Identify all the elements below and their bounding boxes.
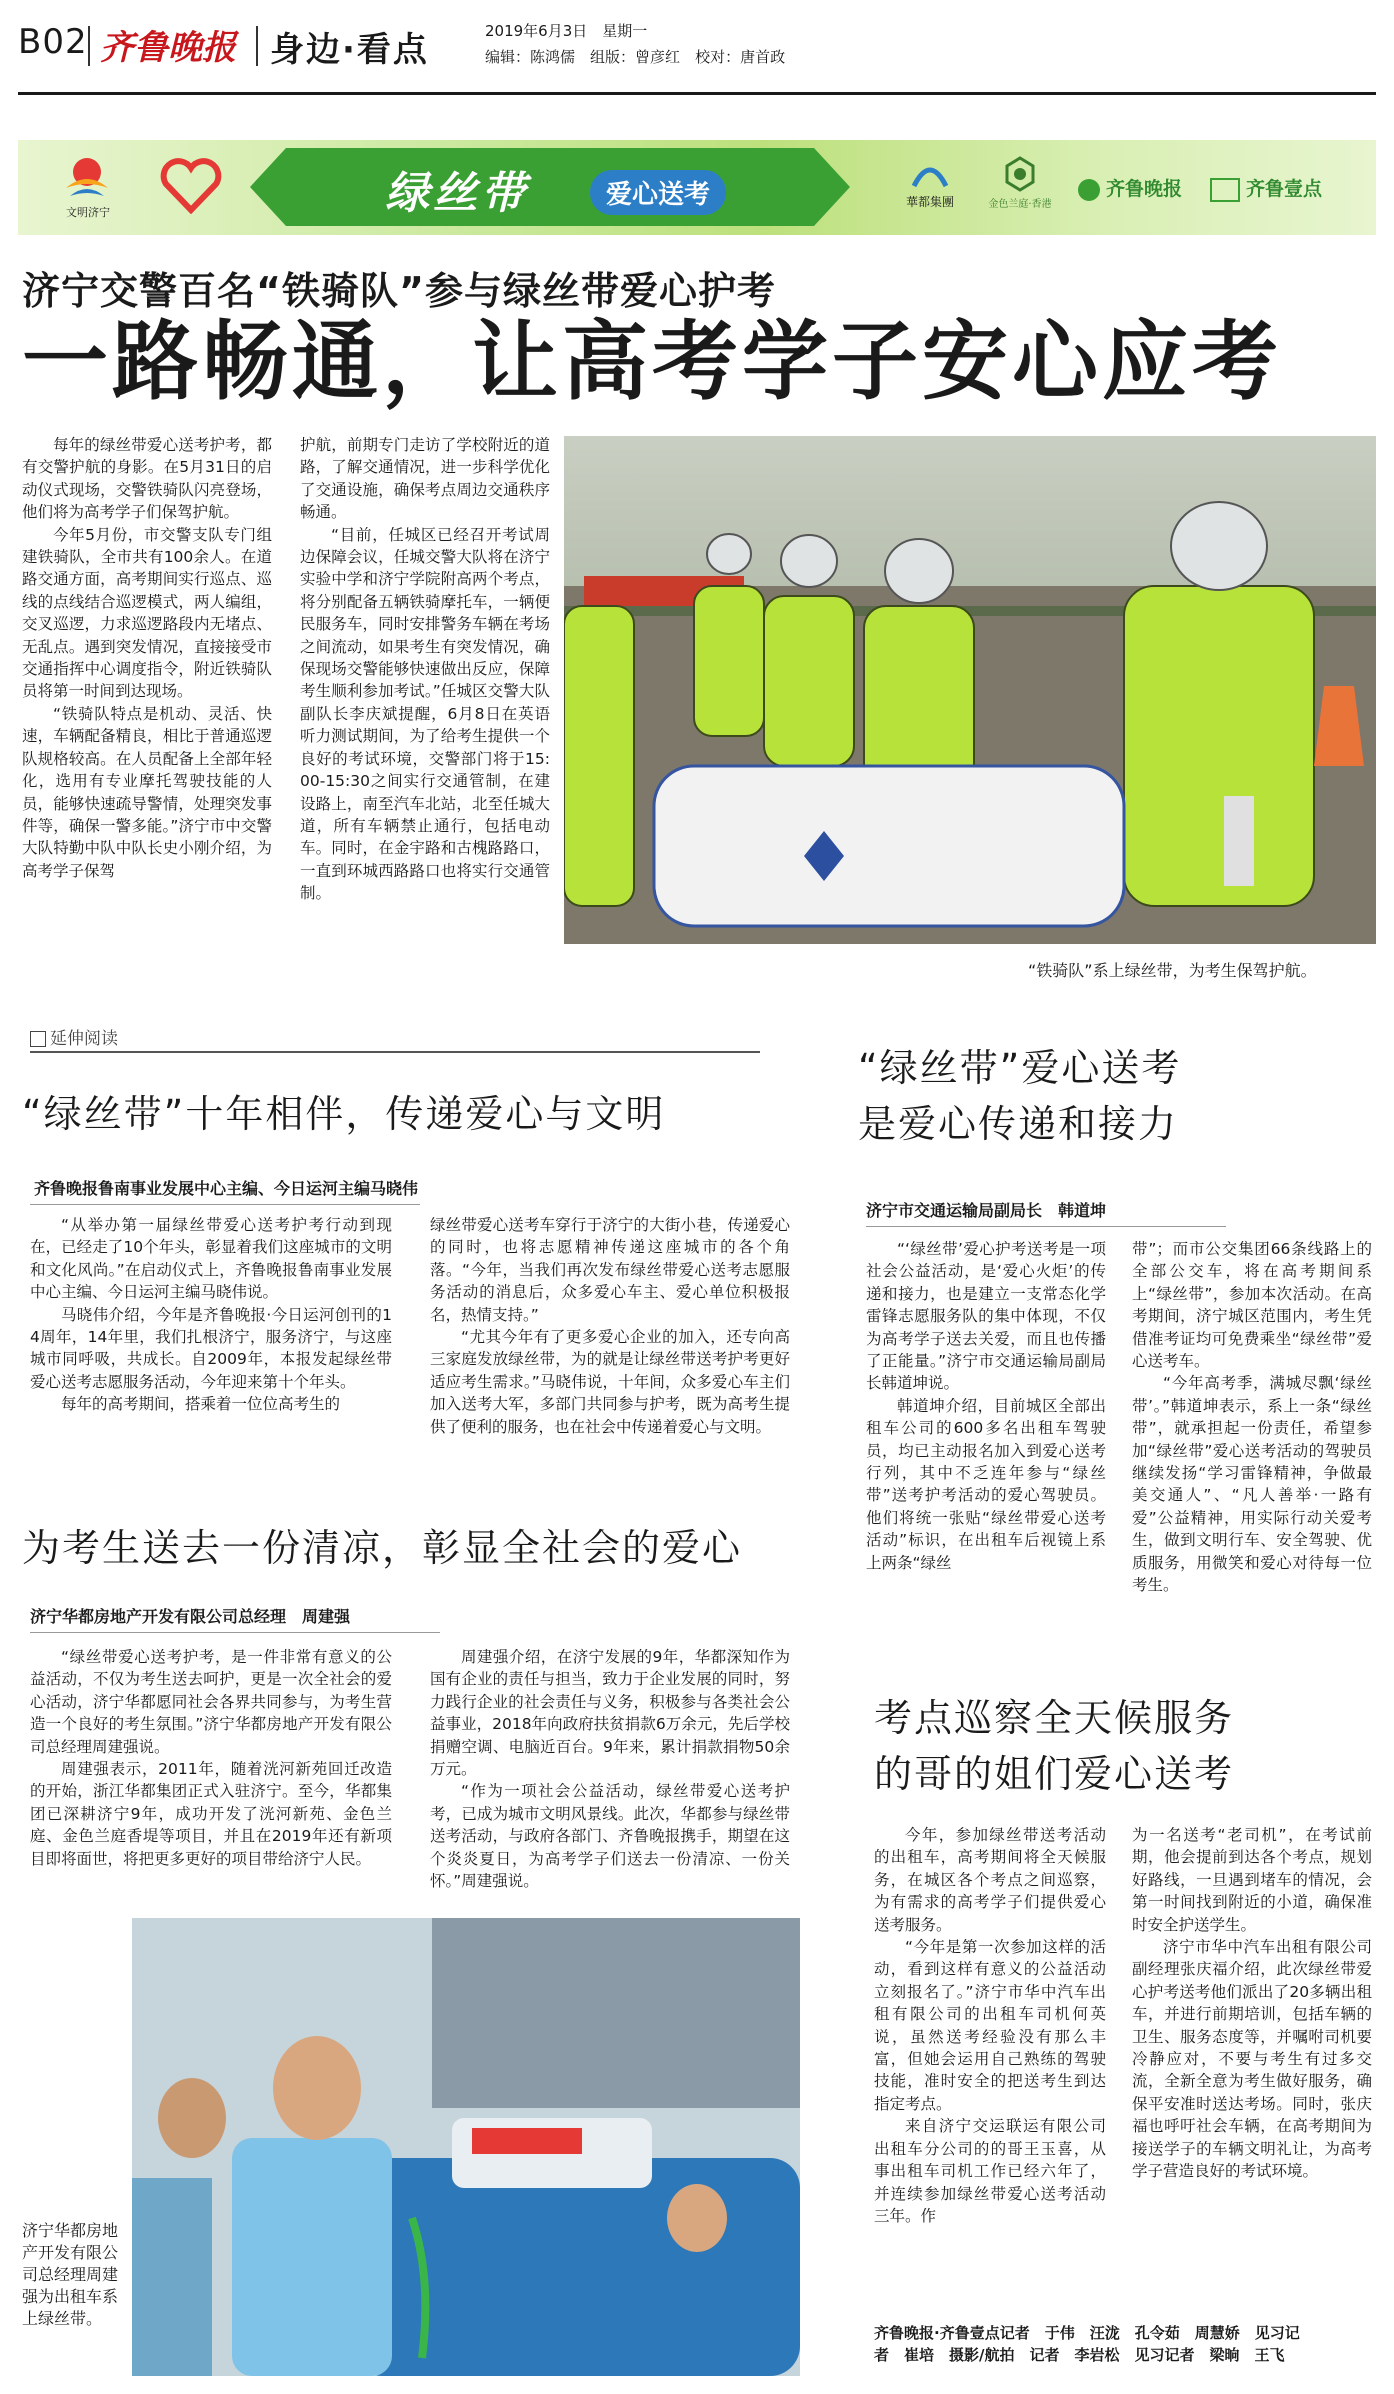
section-title: 身边·看点 xyxy=(270,30,429,70)
lead-photo-caption: “铁骑队”系上绿丝带，为考生保驾护航。 xyxy=(1028,961,1317,980)
green-ribbon-graphic xyxy=(250,148,850,226)
paragraph: 韩道坤介绍，目前城区全部出租车公司的600多名出租车驾驶员，均已主动报名加入到爱心送考行列，其中不乏连年参与“绿丝带”送考护考活动的爱心驾驶员。他们将统一张贴“绿丝带爱心送考活动”标识，在出租车后视镜上系上两条“绿丝 xyxy=(866,1396,1106,1572)
byline-rule xyxy=(866,1226,1226,1227)
sponsor-qilu-evening-logo: 齐鲁晚报 xyxy=(1078,174,1182,201)
paragraph: 马晓伟介绍，今年是齐鲁晚报·今日运河创刊的14周年，14年里，我们扎根济宁，服务济宁，与这座城市同呼吸，共成长。自2009年，本报发起绿丝带爱心送考志愿服务活动，今年迎来第十个年头。 xyxy=(30,1305,392,1391)
paragraph: 护航，前期专门走访了学校附近的道路，了解交通情况，进一步科学优化了交通设施，确保考点周边交通秩序畅通。 xyxy=(300,436,550,522)
divider xyxy=(88,26,90,66)
paragraph: “铁骑队特点是机动、灵活、快速，车辆配备精良，相比于普通巡逻队规格较高。在人员配备上全部年轻化，选用有专业摩托驾驶技能的人员，能够快速疏导警情，处理突发事件等，确保一警多能。”济宁市中交警大队特勤中队中队长史小刚介绍，为高考学子保驾 xyxy=(22,704,272,880)
article-c-column-2 xyxy=(1132,1238,1372,1597)
sponsor-golden-landing-logo: 金色兰庭·香港 xyxy=(985,156,1055,220)
article-a-column-1 xyxy=(30,1214,392,1416)
paragraph: 周建强介绍，在济宁发展的9年，华都深知作为国有企业的责任与担当，致力于企业发展的同时，努力践行企业的社会责任与义务，积极参与各类社会公益事业，2018年向政府扶贫捐款6万余元，先后学校捐赠空调、电脑近百台。9年来，累计捐款捐物50余万元。 xyxy=(430,1648,790,1779)
paragraph: 济宁市华中汽车出租有限公司副经理张庆福介绍，此次绿丝带爱心护考送考他们派出了20多辆出租车，并进行前期培训，包括车辆的卫生、服务态度等，并嘱咐司机要冷静应对，不要与考生有过多交流，全新全意为考生做好服务，确保平安准时送达考场。同时，张庆福也呼吁社会车辆，在高考期间为接送学子的车辆文明礼让，为高考学子营造良好的考试环境。 xyxy=(1132,1938,1372,2181)
paragraph: 为一名送考“老司机”，在考试前期，他会提前到达各个考点，规划好路线，一旦遇到堵车的情况，会第一时间找到附近的小道，确保准时安全护送学生。 xyxy=(1132,1826,1372,1934)
article-c-column-1 xyxy=(866,1238,1106,1574)
sponsor-huadu-logo: 華都集團 xyxy=(890,158,970,218)
article-b-byline: 济宁华都房地产开发有限公司总经理 周建强 xyxy=(30,1607,351,1626)
paragraph: “目前，任城区已经召开考试周边保障会议，任城交警大队将在济宁实验中学和济宁学院附高两个考点，将分别配备五辆铁骑摩托车，一辆便民服务车，同时安排警务车辆在考场之间流动，如果考生有突发情况，确保现场交警能够快速做出反应，保障考生顺利参加考试。”任城区交警大队副队长李庆斌提醒，6月8日在英语听力测试期间，为了给考生提供一个良好的考试环境，交警部门将于15:00-15:30之间实行交通管制，在建设路上，南至汽车北站，北至任城大道，所有车辆禁止通行，包括电动车。同时，在金宇路和古槐路路口，一直到环城西路路口也将实行交通管制。 xyxy=(300,525,550,903)
paragraph: 每年的绿丝带爱心送考护考，都有交警护航的身影。在5月31日的启动仪式现场，交警铁骑队闪亮登场，他们将为高考学子们保驾护航。 xyxy=(22,436,272,522)
extended-reading-label: 延伸阅读 xyxy=(30,1024,126,1049)
paragraph: “作为一项社会公益活动，绿丝带爱心送考护考，已成为城市文明风景线。此次，华都参与绿丝带送考活动，与政府各部门、齐鲁晚报携手，期望在这个炎炎夏日，为高考学子们送去一份清凉、一份关怀。”周建强说。 xyxy=(430,1782,790,1891)
editorial-credits: 编辑：陈鸿儒 组版：曾彦红 校对：唐首政 xyxy=(485,48,786,66)
paragraph: “从举办第一届绿丝带爱心送考护考行动到现在，已经走了10个年头，彰显着我们这座城市的文明和文化风尚。”在启动仪式上，齐鲁晚报鲁南事业发展中心主编、今日运河主编马晓伟说。 xyxy=(30,1216,392,1302)
paragraph: “绿丝带爱心送考护考，是一件非常有意义的公益活动，不仅为考生送去呵护，更是一次全社会的爱心活动，济宁华都愿同社会各界共同参与，为考生营造一个良好的考生氛围。”济宁华都房地产开发有限公司总经理周建强说。 xyxy=(30,1648,392,1756)
article-b-column-1 xyxy=(30,1646,392,1870)
article-d-title: 考点巡察全天候服务 的哥的姐们爱心送考 xyxy=(874,1696,1235,1796)
paragraph: “今年高考季，满城尽飘‘绿丝带’。”韩道坤表示，系上一条“绿丝带”，就承担起一份责任，希望参加“绿丝带”爱心送考活动的驾驶员继续发扬“学习雷锋精神，争做最美交通人”、“凡人善举·一路有爱”公益精神，用实际行动关爱考生，做到文明行车、安全驾驶、优质服务，用微笑和爱心对待每一位考生。 xyxy=(1132,1374,1372,1595)
masthead-rule xyxy=(18,92,1376,95)
paragraph: “尤其今年有了更多爱心企业的加入，还专向高三家庭发放绿丝带，为的就是让绿丝带送考护考更好适应考生需求。”马晓伟说，十年间，众多爱心车主们加入送考大军，多部门共同参与护考，既为高考生提供了便利的服务，也在社会中传递着爱心与文明。 xyxy=(430,1328,790,1436)
banner-subtitle: 爱心送考 xyxy=(590,170,726,215)
article-c-title: “绿丝带”爱心送考 是爱心传递和接力 xyxy=(858,1046,1182,1146)
issue-date: 2019年6月3日 星期一 xyxy=(485,22,648,40)
paragraph: 绿丝带爱心送考车穿行于济宁的大街小巷，传递爱心的同时，也将志愿精神传递这座城市的各个角落。“今年，当我们再次发布绿丝带爱心送考志愿服务活动的消息后，众多爱心车主、爱心单位积极报名，热情支持。” xyxy=(430,1216,790,1324)
article-b-column-2 xyxy=(430,1646,790,1892)
article-a-column-2 xyxy=(430,1214,790,1438)
paragraph: 今年，参加绿丝带送考活动的出租车，高考期间将全天候服务，在城区各个考点之间巡察，为有需求的高考学子们提供爱心送考服务。 xyxy=(874,1826,1106,1934)
lead-column-2 xyxy=(300,434,550,905)
newspaper-brand: 齐鲁晚报 xyxy=(100,28,236,68)
book-icon xyxy=(30,1031,46,1047)
extended-reading-bar xyxy=(30,1033,760,1053)
heart-icon xyxy=(160,158,222,214)
article-a-title: “绿丝带”十年相伴，传递爱心与文明 xyxy=(22,1092,666,1136)
byline-rule xyxy=(30,1632,440,1633)
lead-headline: 一路畅通，让高考学子安心应考 xyxy=(22,312,1282,412)
paragraph: “‘绿丝带’爱心护考送考是一项社会公益活动，是‘爱心火炬’的传递和接力，也是建立一支常态化学雷锋志愿服务队的集中体现，不仅为高考学子送去关爱，而且也传播了正能量。”济宁市交通运输局副局长韩道坤说。 xyxy=(866,1240,1106,1393)
paragraph: 今年5月份，市交警支队专门组建铁骑队，全市共有100余人。在道路交通方面，高考期间实行巡点、巡线的点线结合巡逻模式，两人编组，交叉巡逻，力求巡逻路段内无堵点、无乱点。遇到突发情况，直接接受市交通指挥中心调度指令，附近铁骑队员将第一时间到达现场。 xyxy=(22,525,272,701)
banner-title: 绿丝带 xyxy=(385,168,529,219)
divider xyxy=(256,26,258,66)
article-d-column-2 xyxy=(1132,1824,1372,2183)
reporter-credits: 齐鲁晚报·齐鲁壹点记者 于伟 汪泷 孔令茹 周慧娇 见习记 者 崔培 摄影/航拍 记者 李岩松 见习记者 梁晌 王飞 xyxy=(874,2324,1300,2364)
civilized-jining-logo: 文明济宁 xyxy=(52,150,122,220)
lead-kicker: 济宁交警百名“铁骑队”参与绿丝带爱心护考 xyxy=(22,269,776,313)
article-a-byline: 齐鲁晚报鲁南事业发展中心主编、今日运河主编马晓伟 xyxy=(34,1179,419,1198)
article-d-column-1 xyxy=(874,1824,1106,2227)
sponsor-qilu-yidian-logo: 齐鲁壹点 xyxy=(1210,174,1322,202)
article-b-title: 为考生送去一份清凉，彰显全社会的爱心 xyxy=(22,1526,743,1570)
article-c-byline: 济宁市交通运输局副局长 韩道坤 xyxy=(866,1201,1107,1220)
paragraph: 带”；而市公交集团66条线路上的全部公交车，将在高考期间系上“绿丝带”，参加本次活动。在高考期间，济宁城区范围内，考生凭借准考证均可免费乘坐“绿丝带”爱心送考车。 xyxy=(1132,1240,1372,1371)
paragraph: “今年是第一次参加这样的活动，看到这样有意义的公益活动立刻报名了。”济宁市华中汽车出租有限公司的出租车司机何英说，虽然送考经验没有那么丰富，但她会运用自己熟练的驾驶技能，准时安全的把送考生到达指定考点。 xyxy=(874,1938,1106,2113)
page-number: B02 xyxy=(18,22,88,62)
paragraph: 来自济宁交运联运有限公司出租车分公司的的哥王玉喜，从事出租车司机工作已经六年了，并连续参加绿丝带爱心送考活动三年。作 xyxy=(874,2117,1106,2225)
byline-rule xyxy=(30,1204,420,1205)
taxi-ribbon-photo xyxy=(132,1918,800,2376)
article-b-photo-caption: 济宁华都房地产开发有限公司总经理周建强为出租车系上绿丝带。 xyxy=(22,2221,119,2328)
paragraph: 周建强表示，2011年，随着洸河新苑回迁改造的开始，浙江华都集团正式入驻济宁。至今，华都集团已深耕济宁9年，成功开发了洸河新苑、金色兰庭、金色兰庭香堤等项目，并且在2019年还有新项目即将面世，将把更多更好的项目带给济宁人民。 xyxy=(30,1760,392,1868)
traffic-police-photo xyxy=(564,436,1376,944)
paragraph: 每年的高考期间，搭乘着一位位高考生的 xyxy=(61,1395,341,1414)
lead-column-1 xyxy=(22,434,272,882)
